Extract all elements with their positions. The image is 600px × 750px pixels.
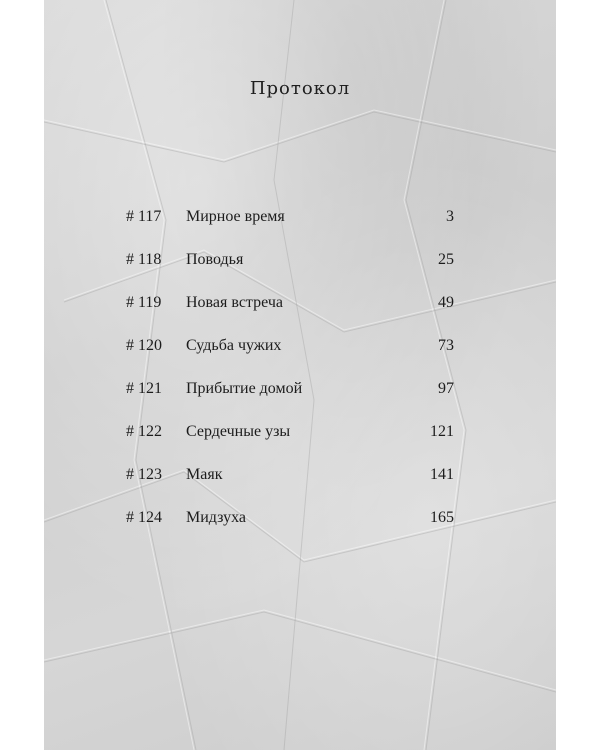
chapter-title: Прибытие домой <box>186 380 303 397</box>
toc-entry <box>126 423 454 466</box>
chapter-title: Судьба чужих <box>186 337 282 354</box>
toc-entry <box>126 380 454 423</box>
page-number: 73 <box>438 337 454 354</box>
chapter-number: # 120 <box>126 337 162 354</box>
chapter-number: # 118 <box>126 251 162 268</box>
page-number: 165 <box>430 509 454 526</box>
toc-entry <box>126 208 454 251</box>
chapter-title: Новая встреча <box>186 294 283 311</box>
page-number: 25 <box>438 251 454 268</box>
chapter-number: # 119 <box>126 294 162 311</box>
chapter-number: # 122 <box>126 423 162 440</box>
page-number: 3 <box>446 208 454 225</box>
page-number: 141 <box>430 466 454 483</box>
chapter-number: # 121 <box>126 380 162 397</box>
page-number: 49 <box>438 294 454 311</box>
chapter-number: # 124 <box>126 509 162 526</box>
chapter-title: Мирное время <box>186 208 285 225</box>
chapter-number: # 117 <box>126 208 162 225</box>
toc-entry <box>126 251 454 294</box>
chapter-title: Мидзуха <box>186 509 246 526</box>
chapter-title: Сердечные узы <box>186 423 291 440</box>
toc-entry <box>126 466 454 509</box>
chapter-title: Маяк <box>186 466 223 483</box>
toc-entry <box>126 294 454 337</box>
paper-page <box>44 0 556 750</box>
chapter-number: # 123 <box>126 466 162 483</box>
table-of-contents <box>126 208 454 552</box>
chapter-title: Поводья <box>186 251 244 268</box>
toc-entry <box>126 509 454 552</box>
page-title: Протокол <box>249 78 351 99</box>
page-number: 121 <box>430 423 454 440</box>
toc-entry <box>126 337 454 380</box>
page-number: 97 <box>438 380 454 397</box>
